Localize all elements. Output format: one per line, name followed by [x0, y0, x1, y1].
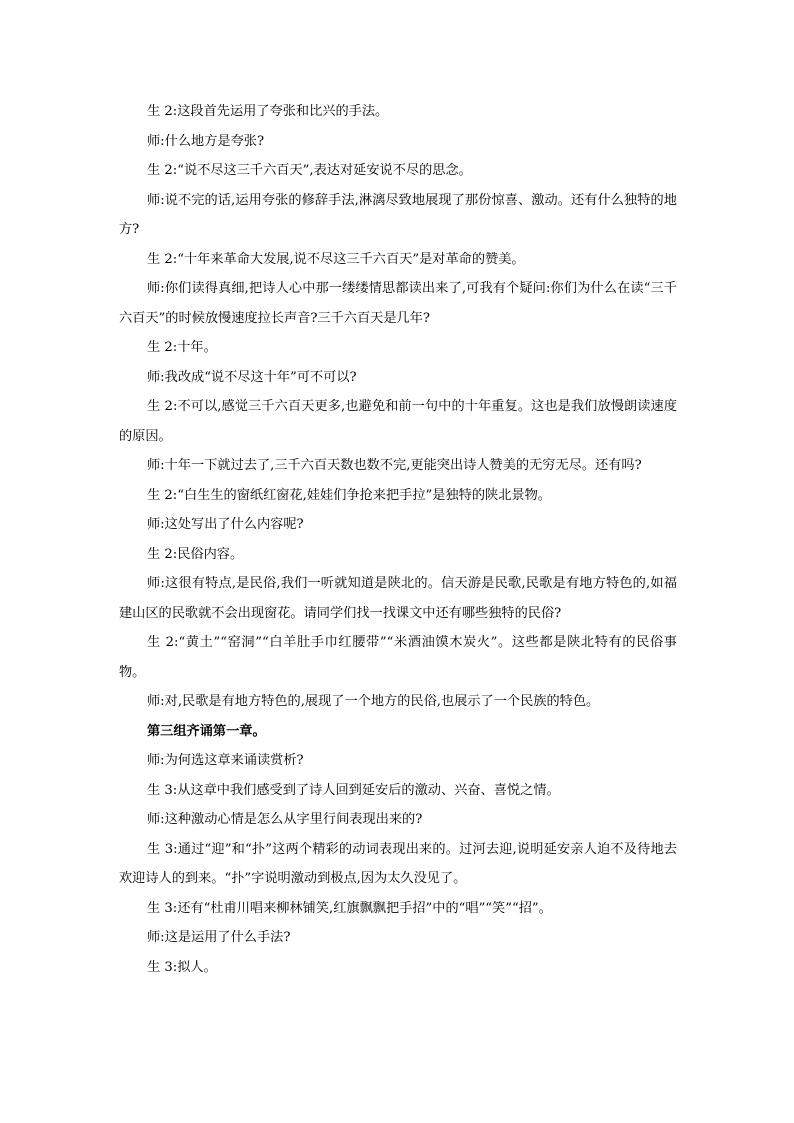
paragraph: 生 2:“黄土”“窑洞”“白羊肚手巾红腰带”“米酒油馍木炭火”。这些都是陕北特有的民俗事物。: [119, 635, 677, 680]
paragraph: 师:说不完的话,运用夸张的修辞手法,淋漓尽致地展现了那份惊喜、激动。还有什么独特的地方?: [119, 192, 677, 237]
paragraph: 生 2:民俗内容。: [147, 546, 244, 562]
paragraph: 师:为何选这章来诵读赏析?: [147, 753, 304, 768]
paragraph: 师:什么地方是夸张?: [147, 133, 265, 149]
paragraph: 生 2:“白生生的窗纸红窗花,娃娃们争抢来把手拉”是独特的陕北景物。: [147, 487, 551, 503]
paragraph: 生 2:“说不尽这三千六百天”,表达对延安说不尽的思念。: [147, 163, 472, 178]
paragraph: 师:十年一下就过去了,三千六百天数也数不完,更能突出诗人赞美的无穷无尽。还有吗?: [147, 458, 642, 473]
paragraph: 生 3:拟人。: [147, 959, 217, 975]
paragraph: 生 3:还有“杜甫川唱来柳林铺笑,红旗飘飘把手招”中的“唱”“笑”“招”。: [147, 900, 552, 916]
paragraph: 师:这种激动心情是怎么从字里行间表现出来的?: [147, 812, 423, 827]
paragraph: 师:这很有特点,是民俗,我们一听就知道是陕北的。信天游是民歌,民歌是有地方特色的,如福建山区的民歌就不会出现窗花。请同学们找一找课文中还有哪些独特的民俗?: [119, 576, 677, 621]
section-heading: 第三组齐诵第一章。: [147, 723, 266, 739]
document-body: [119, 97, 677, 982]
paragraph: 师:你们读得真细,把诗人心中那一缕缕情思都读出来了,可我有个疑问:你们为什么在读“三千六百天”的时候放慢速度拉长声音?三千六百天是几年?: [119, 281, 677, 326]
paragraph: 生 3:通过“迎”和“扑”这两个精彩的动词表现出来的。过河去迎,说明延安亲人迫不及待地去欢迎诗人的到来。“扑”字说明激动到极点,因为太久没见了。: [119, 841, 677, 886]
paragraph: 师:这是运用了什么手法?: [147, 930, 291, 945]
paragraph: 师:这处写出了什么内容呢?: [147, 517, 304, 532]
paragraph: 生 2:十年。: [147, 340, 217, 355]
paragraph: 师:我改成“说不尽这十年”可不可以?: [147, 369, 357, 385]
paragraph: 生 3:从这章中我们感受到了诗人回到延安后的激动、兴奋、喜悦之情。: [147, 782, 560, 798]
paragraph: 生 2:“十年来革命大发展,说不尽这三千六百天”是对革命的赞美。: [147, 251, 525, 267]
paragraph: 师:对,民歌是有地方特色的,展现了一个地方的民俗,也展示了一个民族的特色。: [147, 694, 600, 709]
paragraph: 生 2:这段首先运用了夸张和比兴的手法。: [147, 104, 389, 119]
paragraph: 生 2:不可以,感觉三千六百天更多,也避免和前一句中的十年重复。这也是我们放慢朗读速度的原因。: [119, 399, 677, 444]
